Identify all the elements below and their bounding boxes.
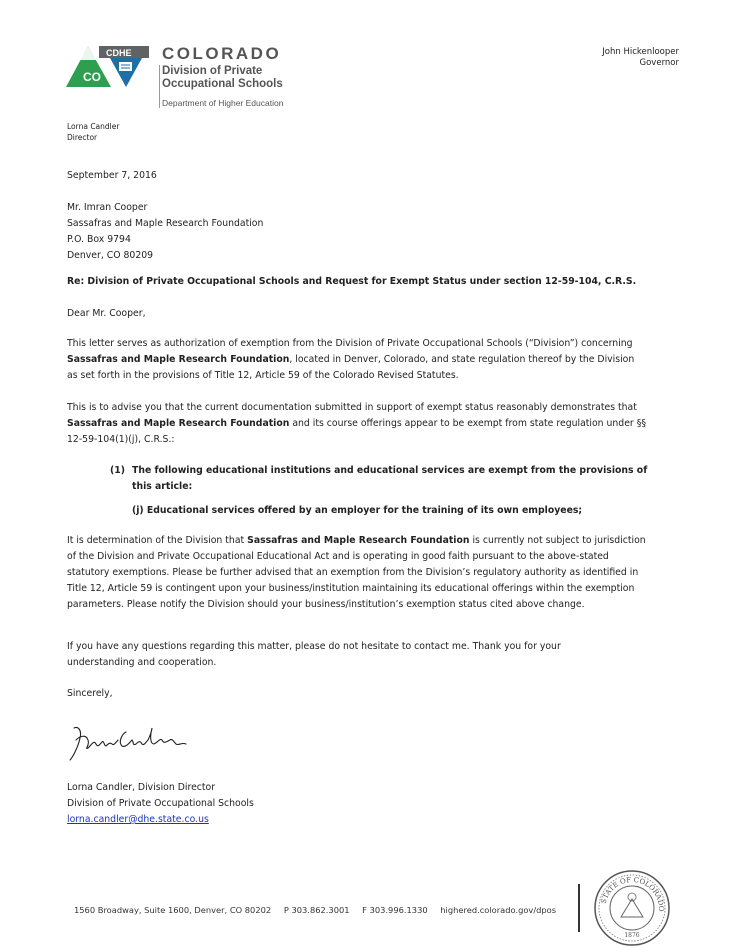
paragraph-1 — [67, 336, 647, 384]
p2-organization: Sassafras and Maple Research Foundation — [67, 418, 290, 429]
p3-organization: Sassafras and Maple Research Foundation — [247, 535, 470, 546]
footer-website[interactable]: highered.colorado.gov/dpos — [440, 905, 557, 915]
signer-name-title: Lorna Candler, Division Director — [67, 782, 216, 793]
handwritten-signature — [66, 720, 196, 765]
footer-phone: P 303.862.3001 — [283, 905, 350, 915]
letter-date: September 7, 2016 — [67, 170, 157, 181]
recipient-line: Mr. Imran Cooper — [67, 202, 148, 213]
p2-text-end: and its course offerings appear to be exempt from state regulation under §§ 12-59-104(1)(j), C.R.S.: — [67, 418, 647, 445]
statute-subsection-j: (j) Educational services offered by an employer for the training of its own employees; — [132, 505, 583, 516]
cdhe-logo — [66, 45, 154, 90]
salutation: Dear Mr. Cooper, — [67, 308, 146, 319]
closing: Sincerely, — [67, 688, 113, 699]
recipient-line: Denver, CO 80209 — [67, 250, 154, 261]
governor-title: Governor — [639, 58, 679, 68]
brand-division-line1: Division of Private — [162, 65, 263, 77]
signer-division: Division of Private Occupational Schools — [67, 798, 254, 809]
paragraph-3 — [67, 533, 647, 613]
paragraph-4: If you have any questions regarding this matter, please do not hesitate to contact me. Thank you for your understanding and cooperation. — [67, 641, 561, 668]
governor-name: John Hickenlooper — [602, 47, 679, 57]
brand-state: COLORADO — [162, 44, 282, 63]
footer-contact — [74, 905, 566, 915]
p1-text-end: , located in Denver, Colorado, and state regulation thereof by the Division as set forth in the provisions of Title 12, Article 59 of the Colorado Revised Statutes. — [67, 354, 635, 381]
recipient-line: Sassafras and Maple Research Foundation — [67, 218, 264, 229]
p3-text: It is determination of the Division that — [67, 535, 248, 546]
logo-co-text: CO — [83, 70, 101, 84]
svg-text:1876: 1876 — [624, 932, 640, 939]
footer-fax: F 303.996.1330 — [362, 905, 428, 915]
state-seal-icon — [593, 869, 671, 947]
signer-email-link[interactable]: lorna.candler@dhe.state.co.us — [67, 814, 209, 825]
p3-text-end: is currently not subject to jurisdiction of the Division and Private Occupational Educational Act and is operating in good faith pursuant to the above-stated statutory exemptions. Please be further advised that an exemption from the Division’s regulatory authority as identified in Title 12, Article 59 is contingent upon your business/institution maintaining its educational offerings within the exemption parameters. Please notify the Division should your business/institution’s exemption status cited above change. — [67, 535, 646, 610]
footer-divider — [578, 884, 580, 932]
statute-number: (1) — [110, 465, 125, 476]
svg-text:STATE OF COLORADO: STATE OF COLORADO — [599, 875, 666, 912]
brand-division-line2: Occupational Schools — [162, 78, 283, 90]
footer-address: 1560 Broadway, Suite 1600, Denver, CO 80202 — [74, 905, 272, 915]
governor-block — [602, 47, 679, 69]
recipient-address — [67, 200, 263, 264]
director-block — [67, 122, 119, 143]
subject-line: Re: Division of Private Occupational Schools and Request for Exempt Status under section 12-59-104, C.R.S. — [67, 276, 637, 287]
signature-block — [67, 780, 254, 828]
p2-text: This is to advise you that the current documentation submitted in support of exempt status reasonably demonstrates that — [67, 402, 637, 413]
p1-text: This letter serves as authorization of exemption from the Division of Private Occupational Schools (“Division”) concerning — [67, 338, 633, 349]
recipient-line: P.O. Box 9794 — [67, 234, 131, 245]
logo-cdhe-text: CDHE — [106, 48, 132, 58]
p1-organization: Sassafras and Maple Research Foundation — [67, 354, 290, 365]
brand-department: Department of Higher Education — [162, 98, 284, 108]
paragraph-2 — [67, 400, 647, 448]
brand-divider — [159, 65, 160, 108]
director-title: Director — [67, 132, 98, 142]
statute-quote — [110, 463, 650, 519]
statute-line2: this article: — [132, 481, 193, 492]
statute-line1: The following educational institutions and educational services are exempt from the provisions of — [132, 465, 648, 476]
brand-division — [162, 65, 312, 91]
director-name: Lorna Candler — [67, 122, 120, 131]
